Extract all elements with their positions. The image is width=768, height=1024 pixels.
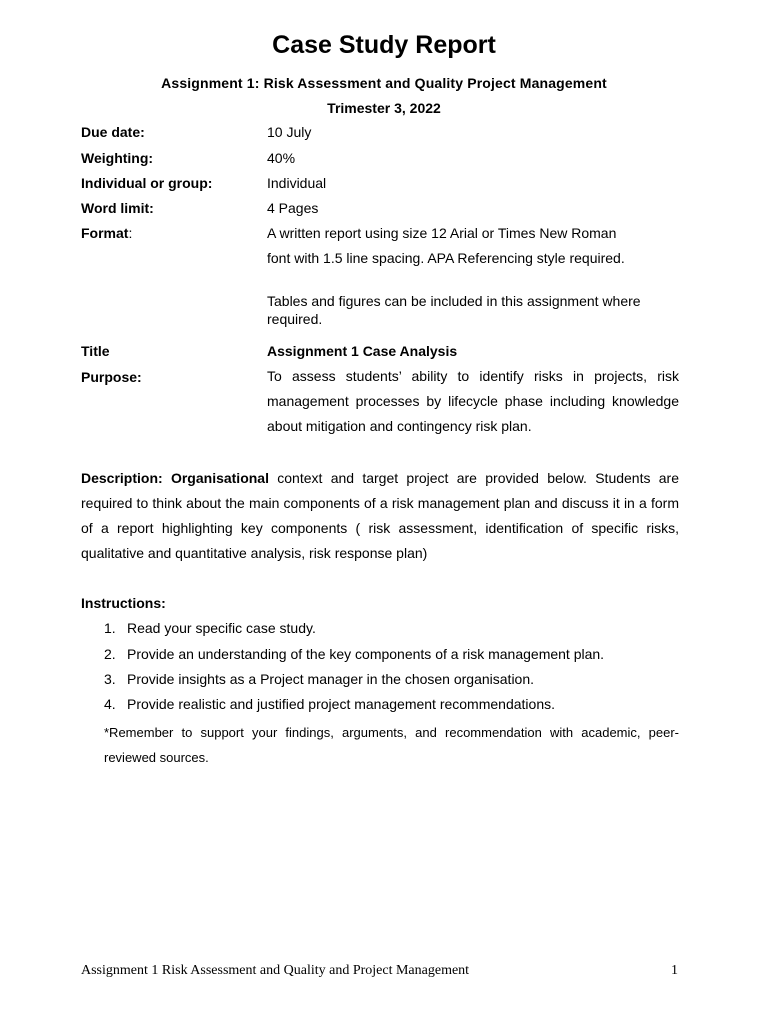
individual-value: Individual: [267, 175, 327, 191]
word-limit-label: Word limit:: [81, 200, 154, 216]
description-text: context and target project are provided below. Students are required to think about the main components of a risk management plan and discuss it in a form of a report highlighting key components ( risk assessment, identification of specific risks, qualitative and quantitative analysis, risk response plan): [81, 470, 679, 561]
format-label: [81, 225, 132, 241]
list-item-number: 1.: [104, 620, 116, 636]
instructions-heading: Instructions:: [81, 595, 166, 611]
word-limit-value: 4 Pages: [267, 200, 319, 216]
title-value: Assignment 1 Case Analysis: [267, 343, 458, 359]
footer-text: Assignment 1 Risk Assessment and Quality and Project Management: [81, 963, 470, 978]
list-item-text: Provide realistic and justified project management recommendations.: [127, 696, 555, 712]
weighting-value: 40%: [267, 150, 296, 166]
due-date-value: 10 July: [267, 124, 312, 140]
assignment-subtitle: Assignment 1: Risk Assessment and Quality Project Management: [161, 75, 607, 91]
description-paragraph: [81, 466, 679, 566]
purpose-label: Purpose:: [81, 369, 142, 385]
trimester-label: Trimester 3, 2022: [327, 100, 441, 116]
list-item-number: 4.: [104, 696, 116, 712]
format-line-2: font with 1.5 line spacing. APA Referencing style required.: [267, 250, 625, 266]
sources-note: *Remember to support your findings, arguments, and recommendation with academic, peer-reviewed sources.: [104, 725, 679, 765]
list-item-text: Provide insights as a Project manager in the chosen organisation.: [127, 671, 535, 687]
list-item-text: Provide an understanding of the key components of a risk management plan.: [127, 646, 605, 662]
list-item-number: 3.: [104, 671, 116, 687]
individual-label: Individual or group:: [81, 175, 213, 191]
title-label: Title: [81, 343, 110, 359]
due-date-label: Due date:: [81, 124, 145, 140]
format-label-colon: :: [128, 225, 133, 241]
page-number: 1: [671, 963, 678, 978]
document-title: Case Study Report: [272, 31, 496, 59]
format-line-1: A written report using size 12 Arial or Times New Roman: [267, 225, 617, 241]
weighting-label: Weighting:: [81, 150, 154, 166]
list-item-text: Read your specific case study.: [127, 620, 316, 636]
list-item-number: 2.: [104, 646, 116, 662]
description-heading: Description: Organisational: [81, 470, 269, 486]
format-label-text: Format: [81, 225, 129, 241]
purpose-value: To assess students’ ability to identify risks in projects, risk management processes by lifecycle phase including knowledge about mitigation and contingency risk plan.: [267, 368, 679, 434]
format-line-3: Tables and figures can be included in this assignment where required.: [267, 293, 641, 327]
